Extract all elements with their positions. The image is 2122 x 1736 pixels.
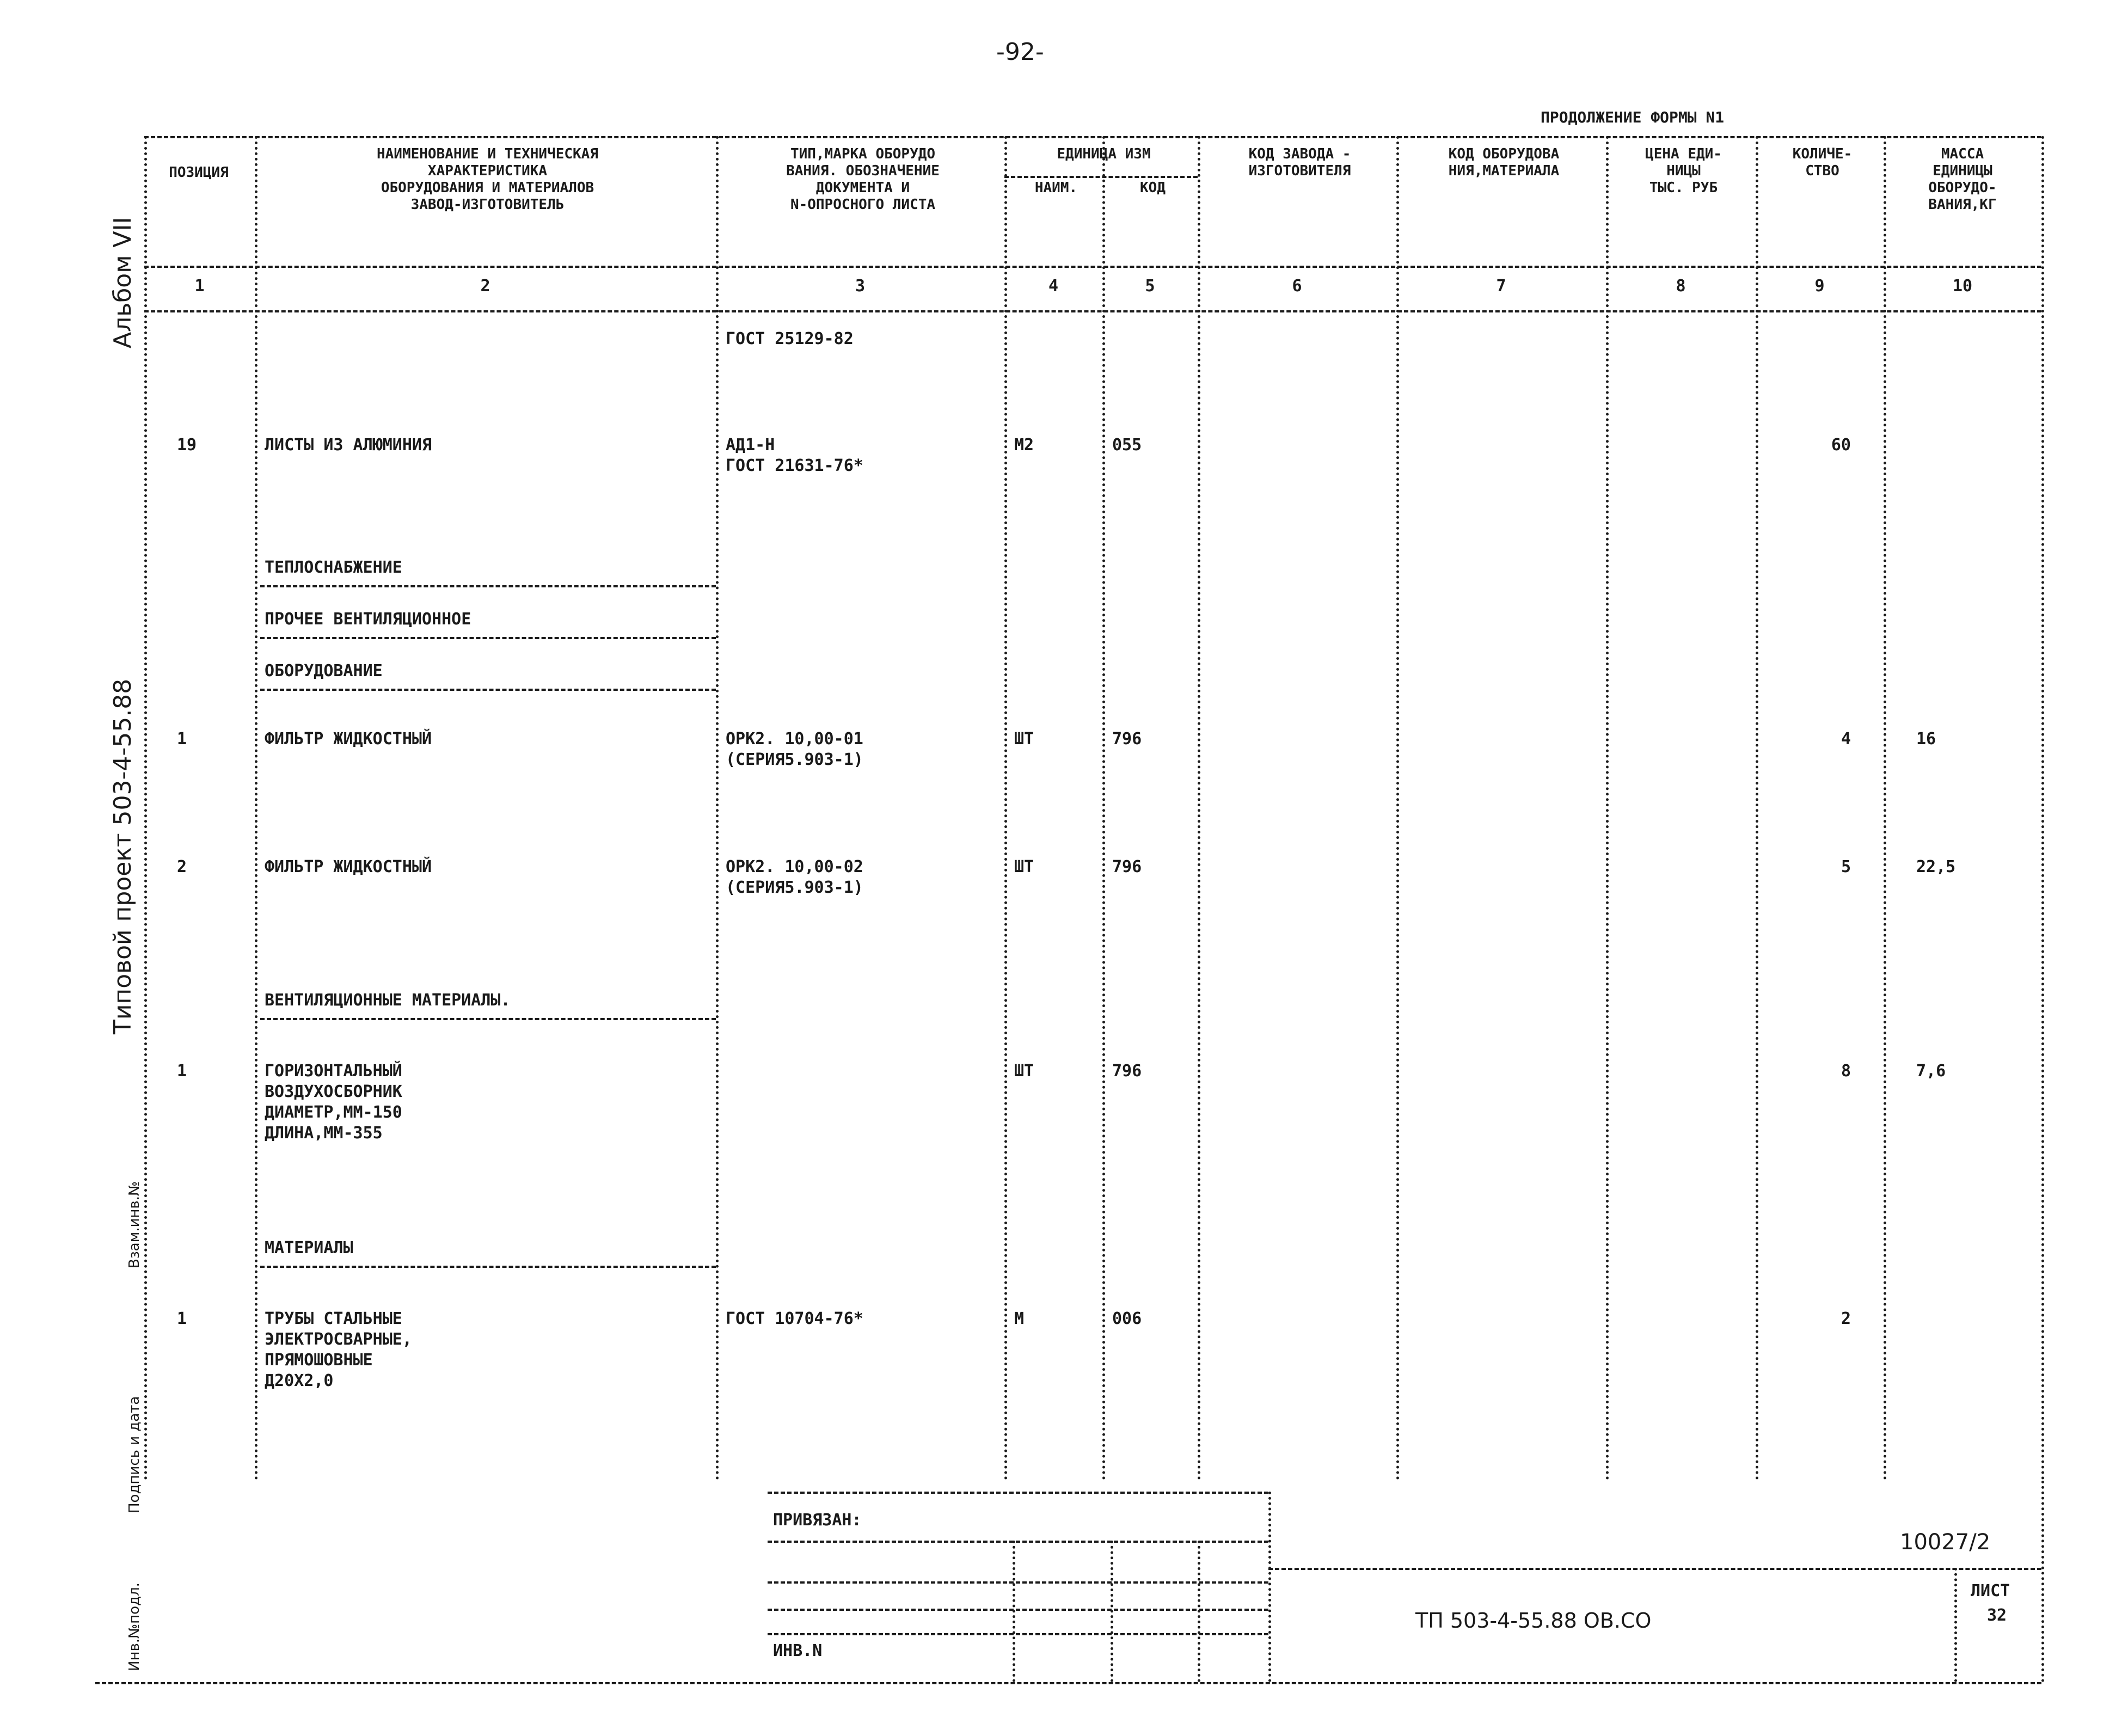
row-unit-name: ШТ xyxy=(1014,729,1034,749)
sheet-number: 32 xyxy=(1987,1606,2007,1625)
header-price: ЦЕНА ЕДИ- НИЦЫ ТЫС. РУБ xyxy=(1645,146,1722,196)
form-continuation-label: ПРОДОЛЖЕНИЕ ФОРМЫ N1 xyxy=(1541,108,1725,126)
row-type-line: ГОСТ 25129-82 xyxy=(726,329,854,348)
inventory-label: ИНВ.N xyxy=(773,1641,823,1660)
page-number: -92- xyxy=(996,38,1044,66)
row-type-line: (СЕРИЯ5.903-1) xyxy=(726,878,863,897)
section-underline xyxy=(260,1018,716,1020)
header-equipment-code: КОД ОБОРУДОВА НИЯ,МАТЕРИАЛА xyxy=(1448,146,1560,179)
header-unit-name: НАИМ. xyxy=(1034,180,1078,196)
header-plant-code: КОД ЗАВОДА - ИЗГОТОВИТЕЛЯ xyxy=(1248,146,1351,179)
row-quantity: 60 xyxy=(1831,435,1851,455)
column-rule-10 xyxy=(2041,136,2044,1481)
row-name-line: ФИЛЬТР ЖИДКОСТНЫЙ xyxy=(265,729,432,749)
stamp-inv-podl: Инв.№подл. xyxy=(126,1582,143,1671)
row-type-line: ОРК2. 10,00-01 xyxy=(726,729,863,749)
stamp-rule xyxy=(768,1633,1268,1635)
stamp-top-rule xyxy=(768,1492,1268,1494)
unit-header-rule xyxy=(1004,176,1198,178)
column-rule-1 xyxy=(255,136,257,1481)
column-rule-2 xyxy=(716,136,719,1481)
sheet-box-rule xyxy=(1954,1568,1957,1682)
header-type: ТИП,МАРКА ОБОРУДО ВАНИЯ. ОБОЗНАЧЕНИЕ ДОКУМЕНТА И N-ОПРОСНОГО ЛИСТА xyxy=(786,146,940,213)
column-rule-0 xyxy=(144,136,147,1481)
row-mass: 16 xyxy=(1916,729,1936,749)
header-quantity: КОЛИЧЕ- СТВО xyxy=(1792,146,1853,179)
row-type-line: ОРК2. 10,00-02 xyxy=(726,857,863,876)
right-frame-rule xyxy=(2041,1481,2044,1682)
row-position: 19 xyxy=(177,435,197,455)
row-name-line: ПРЯМОШОВНЫЕ xyxy=(265,1351,373,1370)
row-type-line: ГОСТ 21631-76* xyxy=(726,456,863,475)
stamp-rule xyxy=(768,1541,1268,1543)
title-block-rule xyxy=(1268,1568,2041,1570)
row-unit-name: ШТ xyxy=(1014,857,1034,876)
row-name-line: ЭЛЕКТРОСВАРНЫЕ, xyxy=(265,1330,412,1349)
document-code: ТП 503-4-55.88 ОВ.СО xyxy=(1415,1609,1652,1633)
sheet-label: ЛИСТ xyxy=(1971,1581,2010,1600)
column-rule-5 xyxy=(1198,136,1200,1481)
row-name-line: ВЕНТИЛЯЦИОННЫЕ МАТЕРИАЛЫ. xyxy=(265,991,511,1010)
column-number-6: 6 xyxy=(1292,277,1302,296)
row-unit-name: М2 xyxy=(1014,435,1034,455)
column-rule-4 xyxy=(1102,136,1105,1481)
row-name-line: ТЕПЛОСНАБЖЕНИЕ xyxy=(265,558,402,577)
header-mass: МАССА ЕДИНИЦЫ ОБОРУДО- ВАНИЯ,КГ xyxy=(1928,146,1997,213)
row-name-line: ФИЛЬТР ЖИДКОСТНЫЙ xyxy=(265,857,432,876)
section-underline xyxy=(260,689,716,691)
header-unit-code: КОД xyxy=(1140,180,1166,196)
row-type-line: АД1-Н xyxy=(726,435,775,455)
row-quantity: 2 xyxy=(1841,1309,1851,1328)
section-underline xyxy=(260,637,716,639)
row-unit-name: М xyxy=(1014,1309,1025,1328)
row-name-line: ДЛИНА,ММ-355 xyxy=(265,1124,383,1143)
row-position: 1 xyxy=(177,729,187,749)
project-label: Типовой проект 503-4-55.88 xyxy=(109,678,137,1034)
stamp-signature-date: Подпись и дата xyxy=(126,1396,143,1513)
archive-number: 10027/2 xyxy=(1900,1530,1991,1555)
row-mass: 7,6 xyxy=(1916,1062,1946,1081)
stamp-col-rule xyxy=(1198,1541,1200,1682)
row-name-line: ПРОЧЕЕ ВЕНТИЛЯЦИОННОЕ xyxy=(265,610,471,629)
row-unit-code: 796 xyxy=(1112,1062,1142,1081)
column-number-10: 10 xyxy=(1952,277,1973,296)
row-mass: 22,5 xyxy=(1916,857,1956,876)
album-label: Альбом VII xyxy=(109,217,137,348)
row-name-line: МАТЕРИАЛЫ xyxy=(265,1238,353,1257)
column-number-1: 1 xyxy=(194,277,205,296)
column-rule-6 xyxy=(1396,136,1399,1481)
header-unit-group: ЕДИНИЦА ИЗМ xyxy=(1057,146,1151,162)
row-position: 2 xyxy=(177,857,187,876)
row-unit-code: 006 xyxy=(1112,1309,1142,1328)
section-underline xyxy=(260,585,716,587)
column-number-7: 7 xyxy=(1496,277,1506,296)
row-position: 1 xyxy=(177,1062,187,1081)
row-quantity: 4 xyxy=(1841,729,1851,749)
stamp-rule xyxy=(768,1581,1268,1584)
column-rule-7 xyxy=(1606,136,1609,1481)
row-name-line: ДИАМЕТР,ММ-150 xyxy=(265,1103,402,1122)
column-number-3: 3 xyxy=(855,277,866,296)
column-number-4: 4 xyxy=(1048,277,1059,296)
column-number-9: 9 xyxy=(1814,277,1825,296)
header-name: НАИМЕНОВАНИЕ И ТЕХНИЧЕСКАЯ ХАРАКТЕРИСТИКА ОБОРУДОВАНИЯ И МАТЕРИАЛОВ ЗАВОД-ИЗГОТОВИТЕЛЬ xyxy=(377,146,598,213)
row-name-line: ТРУБЫ СТАЛЬНЫЕ xyxy=(265,1309,402,1328)
column-number-5: 5 xyxy=(1145,277,1155,296)
column-number-8: 8 xyxy=(1676,277,1686,296)
column-rule-8 xyxy=(1756,136,1758,1481)
column-rule-9 xyxy=(1884,136,1886,1481)
row-quantity: 8 xyxy=(1841,1062,1851,1081)
stamp-rule xyxy=(768,1609,1268,1611)
column-number-2: 2 xyxy=(480,277,490,296)
stamp-col-rule xyxy=(1013,1541,1015,1682)
row-name-line: ОБОРУДОВАНИЕ xyxy=(265,661,383,680)
row-name-line: ГОРИЗОНТАЛЬНЫЙ xyxy=(265,1062,402,1081)
header-position: ПОЗИЦИЯ xyxy=(169,164,229,181)
row-name-line: Д20Х2,0 xyxy=(265,1371,334,1390)
row-position: 1 xyxy=(177,1309,187,1328)
row-unit-code: 055 xyxy=(1112,435,1142,455)
row-type-line: ГОСТ 10704-76* xyxy=(726,1309,863,1328)
row-type-line: (СЕРИЯ5.903-1) xyxy=(726,750,863,769)
section-underline xyxy=(260,1266,716,1268)
page-bottom-rule xyxy=(95,1682,2041,1684)
row-name-line: ЛИСТЫ ИЗ АЛЮМИНИЯ xyxy=(265,435,432,455)
row-unit-code: 796 xyxy=(1112,857,1142,876)
stamp-col-rule xyxy=(1111,1541,1113,1682)
row-unit-name: ШТ xyxy=(1014,1062,1034,1081)
row-quantity: 5 xyxy=(1841,857,1851,876)
row-unit-code: 796 xyxy=(1112,729,1142,749)
stamp-vzam-inv: Взам.инв.№ xyxy=(126,1181,143,1268)
stamp-right-rule xyxy=(1268,1492,1271,1682)
column-rule-3 xyxy=(1004,136,1007,1481)
privyazan-label: ПРИВЯЗАН: xyxy=(773,1511,862,1530)
row-name-line: ВОЗДУХОСБОРНИК xyxy=(265,1082,402,1101)
